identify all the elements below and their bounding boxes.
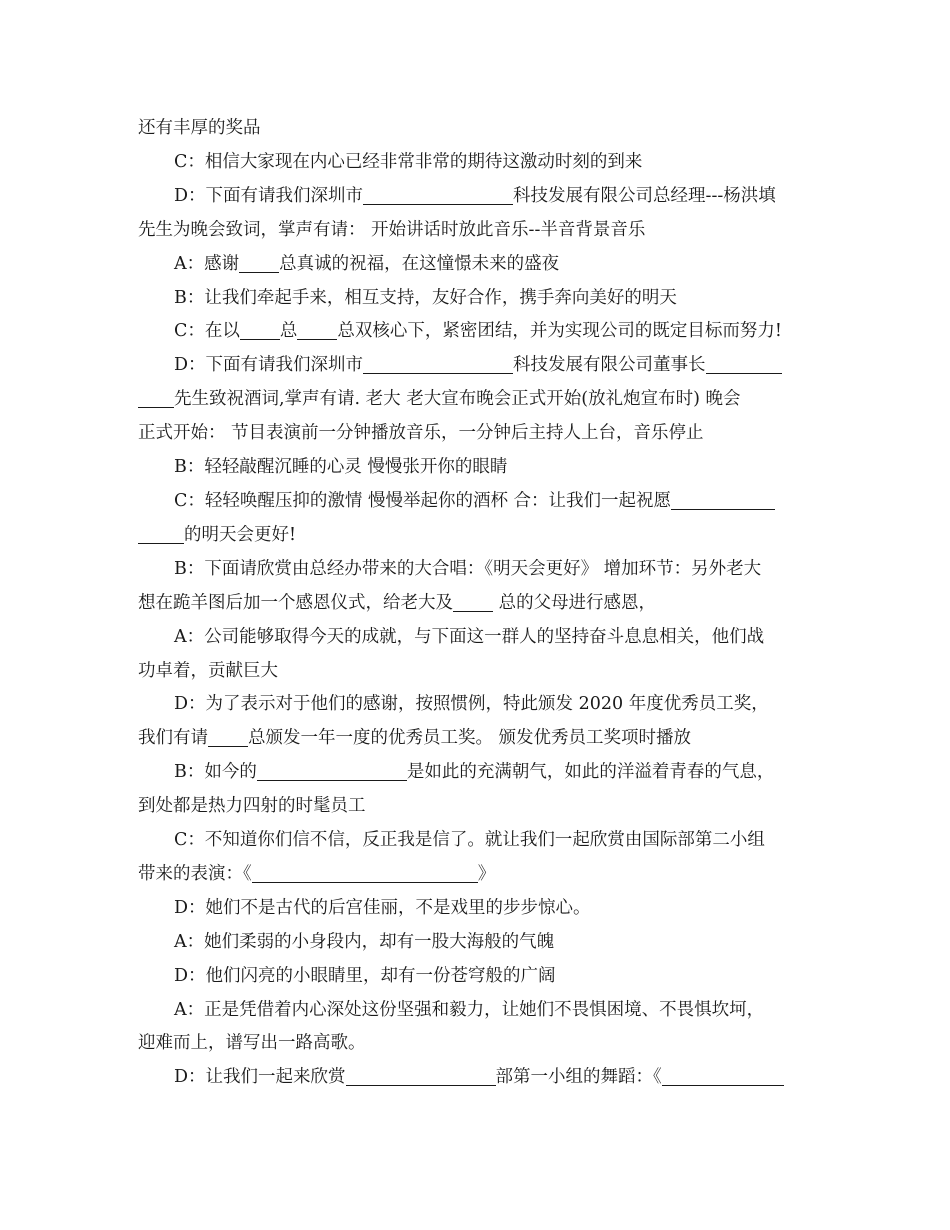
text-line-17: 功卓着，贡献巨大 [138, 660, 278, 681]
text-line-27: A：正是凭借着内心深处这份坚强和毅力，让她们不畏惧困境、不畏惧坎坷， [174, 999, 765, 1020]
fill-in-blank [346, 1063, 496, 1086]
fill-in-blank [240, 317, 280, 340]
text-line-25: A：她们柔弱的小身段内，却有一股大海般的气魄 [174, 931, 555, 952]
text-line-6: B：让我们牵起手来，相互支持，友好合作，携手奔向美好的明天 [174, 287, 677, 308]
text-line-12: C：轻轻唤醒压抑的激情 慢慢举起你的酒杯 合：让我们一起祝愿 [138, 485, 813, 519]
text-line-1: 还有丰厚的奖品 [138, 118, 261, 138]
text-line-3: D：下面有请我们深圳市 科技发展有限公司总经理---杨洪填 [138, 180, 813, 214]
text-line-22: C：不知道你们信不信，反正我是信了。就让我们一起欣赏由国际部第二小组 [174, 830, 765, 851]
text-line-5: A：感谢 总真诚的祝福，在这憧憬未来的盛夜 [138, 248, 813, 282]
text-line-23: 带来的表演：《 》 [138, 858, 813, 892]
text-line-19: 我们有请 总颁发一年一度的优秀员工奖。 颁发优秀员工奖项时播放 [138, 722, 813, 756]
fill-in-blank [208, 724, 248, 747]
fill-in-blank [138, 521, 184, 544]
text-line-14: B：下面请欣赏由总经办带来的大合唱：《明天会更好》 增加环节：另外老大 [174, 558, 762, 579]
fill-in-blank [453, 589, 493, 612]
text-line-18: D：为了表示对于他们的感谢，按照惯例，特此颁发 2020 年度优秀员工奖， [174, 694, 769, 715]
fill-in-blank [257, 758, 407, 781]
text-line-13: 的明天会更好! [138, 519, 813, 553]
text-line-16: A：公司能够取得今天的成就，与下面这一群人的坚持奋斗息息相关，他们战 [174, 626, 765, 647]
fill-in-blank [363, 351, 513, 374]
document-body [138, 112, 813, 1095]
text-line-15: 想在跪羊图后加一个感恩仪式，给老大及 总的父母进行感恩， [138, 587, 813, 621]
fill-in-blank [662, 1063, 784, 1086]
fill-in-blank [671, 487, 775, 510]
text-line-26: D：他们闪亮的小眼睛里，却有一份苍穹般的广阔 [174, 965, 556, 986]
fill-in-blank [363, 182, 513, 205]
fill-in-blank [138, 385, 174, 408]
text-line-9: 先生致祝酒词,掌声有请. 老大 老大宣布晚会正式开始(放礼炮宣布时) 晚会 [138, 383, 813, 417]
fill-in-blank [297, 317, 337, 340]
text-line-10: 正式开始： 节目表演前一分钟播放音乐，一分钟后主持人上台，音乐停止 [138, 423, 704, 444]
text-line-24: D：她们不是古代的后宫佳丽，不是戏里的步步惊心。 [174, 897, 591, 918]
text-line-28: 迎难而上，谱写出一路高歌。 [138, 1033, 366, 1054]
text-line-4: 先生为晚会致词，掌声有请： 开始讲话时放此音乐--半音背景音乐 [138, 219, 646, 240]
text-line-7: C：在以 总 总双核心下，紧密团结，并为实现公司的既定目标而努力! [138, 315, 813, 349]
text-line-11: B：轻轻敲醒沉睡的心灵 慢慢张开你的眼睛 [174, 457, 508, 478]
fill-in-blank [239, 250, 279, 273]
fill-in-blank [706, 351, 782, 374]
text-line-20: B：如今的 是如此的充满朝气，如此的洋溢着青春的气息， [138, 756, 813, 790]
text-line-21: 到处都是热力四射的时髦员工 [138, 796, 366, 817]
text-line-2: C：相信大家现在内心已经非常非常的期待这激动时刻的到来 [174, 151, 643, 172]
text-line-8: D：下面有请我们深圳市 科技发展有限公司董事长 [138, 349, 813, 383]
text-line-29: D：让我们一起来欣赏 部第一小组的舞蹈：《 [138, 1061, 813, 1095]
fill-in-blank [252, 860, 478, 883]
